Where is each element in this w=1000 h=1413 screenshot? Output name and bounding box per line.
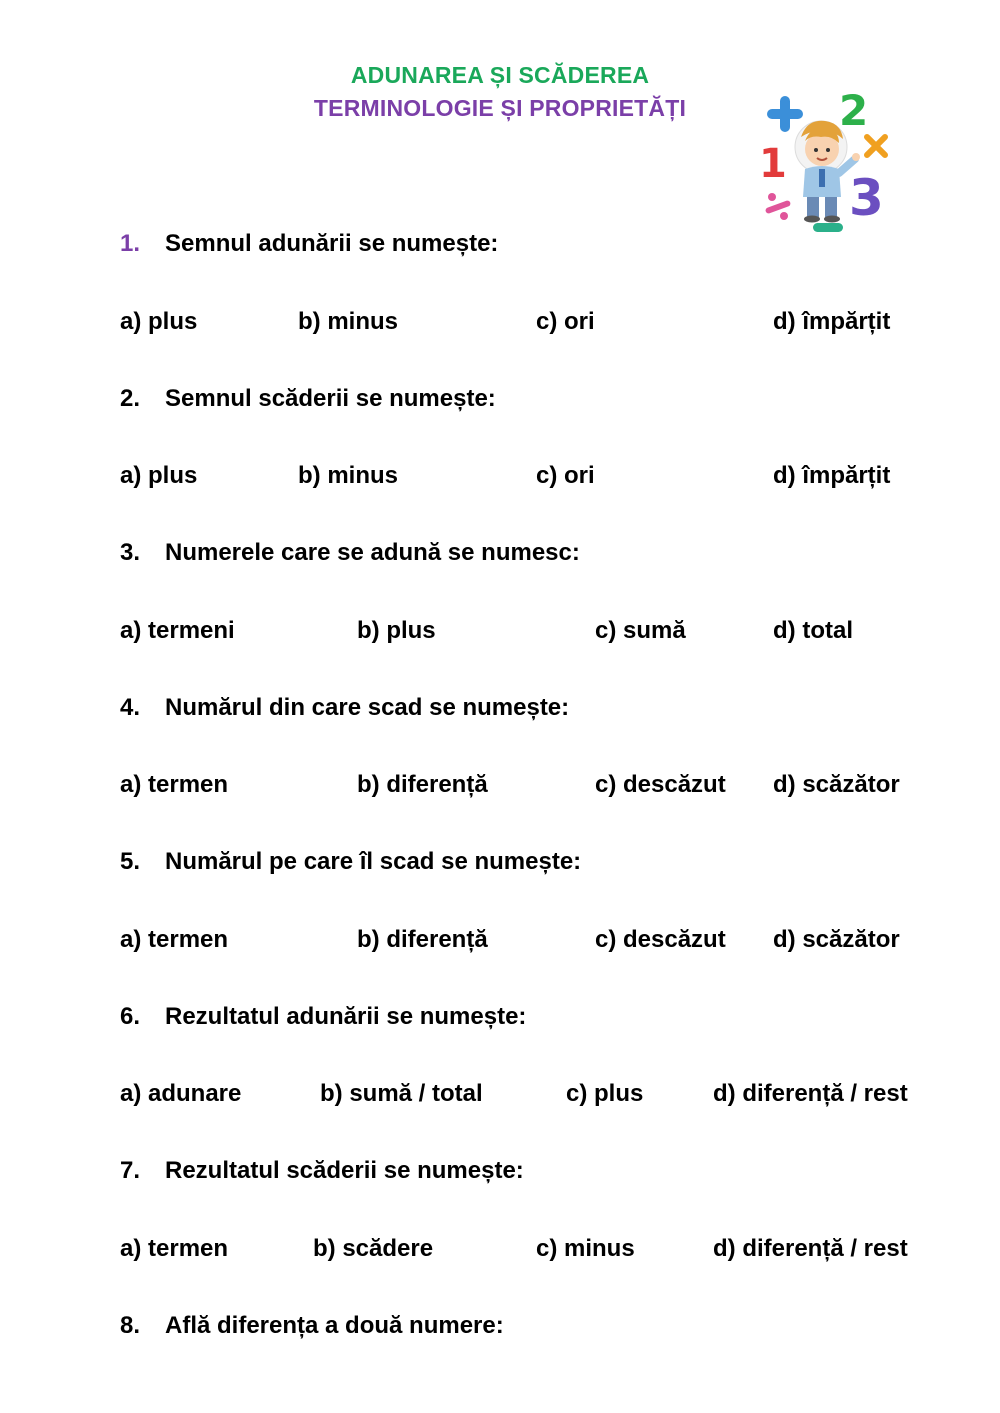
question-6	[120, 1003, 526, 1031]
question-number: 4.	[120, 694, 141, 721]
q5-option-b[interactable]: b) diferență	[357, 926, 488, 953]
boy-with-math-symbols-icon	[755, 85, 910, 245]
q5-option-c[interactable]: c) descăzut	[595, 926, 726, 953]
q3-option-c[interactable]: c) sumă	[595, 617, 686, 644]
digit-1-icon: 1	[759, 141, 787, 187]
q2-option-c[interactable]: c) ori	[536, 462, 595, 489]
question-number: 2.	[120, 385, 141, 412]
question-2	[120, 385, 496, 413]
q3-option-a[interactable]: a) termeni	[120, 617, 235, 644]
q6-option-c[interactable]: c) plus	[566, 1080, 644, 1107]
question-text: Rezultatul adunării se numește:	[165, 1003, 527, 1030]
question-text: Semnul adunării se numește:	[165, 230, 499, 257]
question-text: Rezultatul scăderii se numește:	[165, 1157, 524, 1184]
q5-option-d[interactable]: d) scăzător	[773, 926, 900, 953]
q1-option-b[interactable]: b) minus	[298, 308, 398, 335]
digit-3-icon: 3	[849, 169, 884, 227]
worksheet-title: ADUNAREA ȘI SCĂDEREA	[350, 62, 650, 88]
q1-option-d[interactable]: d) împărțit	[773, 308, 891, 335]
q1-option-c[interactable]: c) ori	[536, 308, 595, 335]
question-number: 8.	[120, 1312, 141, 1339]
question-number: 7.	[120, 1157, 141, 1184]
q4-option-c[interactable]: c) descăzut	[595, 771, 726, 798]
minus-symbol-icon	[813, 223, 843, 232]
question-number: 5.	[120, 848, 141, 875]
question-text: Numărul pe care îl scad se numește:	[165, 848, 582, 875]
q7-option-a[interactable]: a) termen	[120, 1235, 229, 1262]
times-symbol-icon	[867, 137, 885, 155]
q4-option-a[interactable]: a) termen	[120, 771, 229, 798]
question-1	[120, 230, 498, 258]
q1-option-a[interactable]: a) plus	[120, 308, 198, 335]
question-3	[120, 539, 580, 567]
plus-symbol-icon	[767, 96, 803, 132]
question-7	[120, 1157, 524, 1185]
question-number: 1.	[120, 230, 141, 257]
digit-2-icon: 2	[839, 86, 869, 135]
question-text: Află diferența a două numere:	[165, 1312, 504, 1339]
divide-symbol-icon	[765, 193, 791, 220]
question-number: 6.	[120, 1003, 141, 1030]
question-4	[120, 694, 569, 722]
q4-option-d[interactable]: d) scăzător	[773, 771, 900, 798]
q3-option-b[interactable]: b) plus	[357, 617, 436, 644]
q2-option-a[interactable]: a) plus	[120, 462, 198, 489]
q5-option-a[interactable]: a) termen	[120, 926, 229, 953]
q7-option-c[interactable]: c) minus	[536, 1235, 635, 1262]
question-text: Numerele care se adună se numesc:	[165, 539, 580, 566]
question-8	[120, 1312, 504, 1340]
question-text: Numărul din care scad se numește:	[165, 694, 570, 721]
q7-option-b[interactable]: b) scădere	[313, 1235, 434, 1262]
q2-option-b[interactable]: b) minus	[298, 462, 398, 489]
q6-option-d[interactable]: d) diferență / rest	[713, 1080, 908, 1107]
q2-option-d[interactable]: d) împărțit	[773, 462, 891, 489]
worksheet-subtitle: TERMINOLOGIE ȘI PROPRIETĂȚI	[313, 95, 687, 121]
question-number: 3.	[120, 539, 141, 566]
question-text: Semnul scăderii se numește:	[165, 385, 496, 412]
q6-option-b[interactable]: b) sumă / total	[320, 1080, 483, 1107]
q6-option-a[interactable]: a) adunare	[120, 1080, 242, 1107]
question-5	[120, 848, 581, 876]
q3-option-d[interactable]: d) total	[773, 617, 853, 644]
q4-option-b[interactable]: b) diferență	[357, 771, 488, 798]
q7-option-d[interactable]: d) diferență / rest	[713, 1235, 908, 1262]
